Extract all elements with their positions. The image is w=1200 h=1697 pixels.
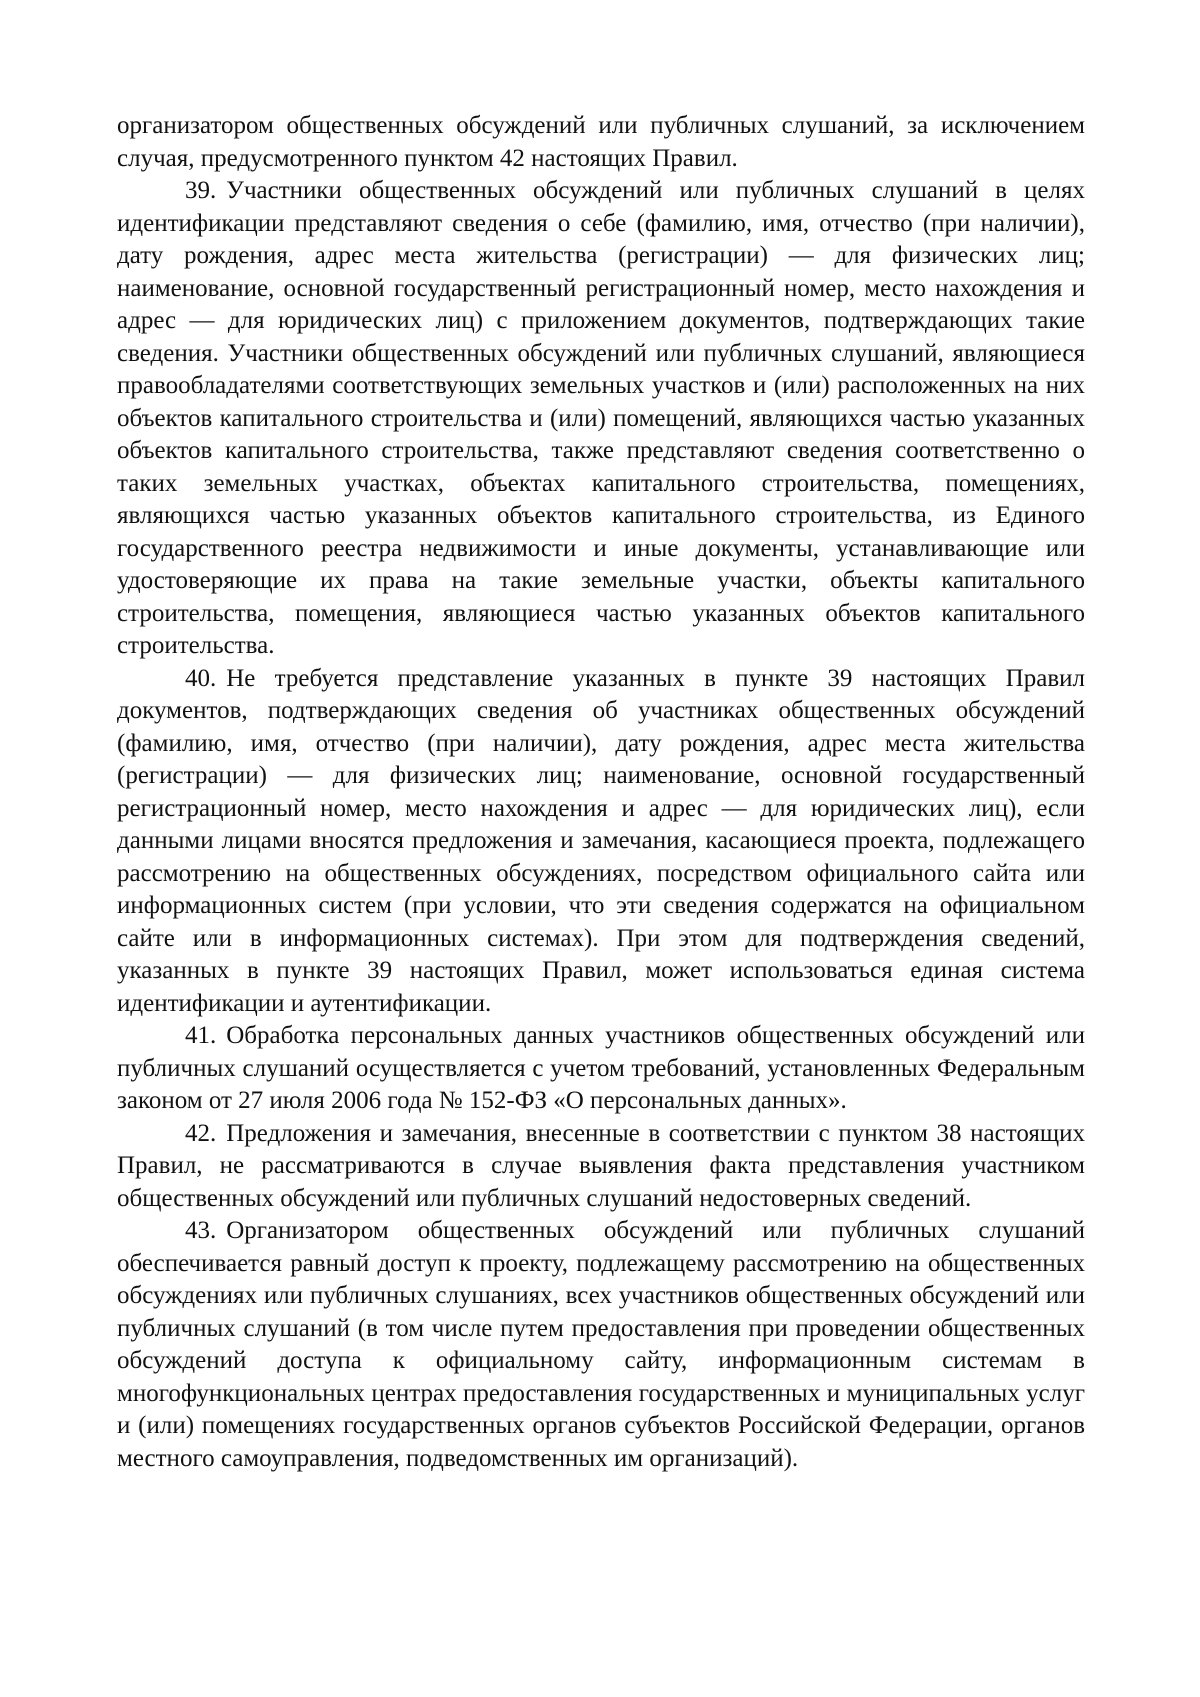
paragraph-39 (117, 175, 1085, 663)
paragraph-number: 39. (185, 177, 217, 204)
paragraph-number: 41. (185, 1022, 217, 1049)
paragraph-number: 40. (185, 664, 217, 692)
paragraph-text: Не требуется представление указанных в пункте 39 настоящих Правил документов, подтверждающих сведения об участниках общественных обсуждений (фамилию, имя, отчество (при наличии), дату рождения, адрес места жительства (регистрации) — для физических лиц; наименование, основной государственный регистрационный номер, место нахождения и адрес — для юридических лиц), если данными лицами вносятся предложения и замечания, касающиеся проекта, подлежащего рассмотрению на общественных обсуждениях, посредством официального сайта или информационных систем (при условии, что эти сведения содержатся на официальном сайте или в информационных системах). При этом для подтверждения сведений, указанных в пункте 39 настоящих Правил, может использоваться единая система идентификации и аутентификации. (117, 664, 1085, 1017)
paragraph-number: 42. (185, 1119, 217, 1147)
paragraph-continuation (117, 110, 1085, 175)
paragraph-40 (117, 663, 1085, 1021)
paragraph-number: 43. (185, 1217, 217, 1244)
paragraph-42 (117, 1118, 1085, 1216)
paragraph-text: Организатором общественных обсуждений или публичных слушаний обеспечивается равный доступ к проекту, подлежащему рассмотрению на общественных обсуждениях или публичных слушаниях, всех участников общественных обсуждений или публичных слушаний (в том числе путем предоставления при проведении общественных обсуждений доступа к официальному сайту, информационным системам в многофункциональных центрах предоставления государственных и муниципальных услуг и (или) помещениях государственных органов субъектов Российской Федерации, органов местного самоуправления, подведомственных им организаций). (117, 1217, 1085, 1472)
paragraph-text: Участники общественных обсуждений или публичных слушаний в целях идентификации представляют сведения о себе (фамилию, имя, отчество (при наличии), дату рождения, адрес места жительства (регистрации) — для физических лиц; наименование, основной государственный регистрационный номер, место нахождения и адрес — для юридических лиц) с приложением документов, подтверждающих такие сведения. Участники общественных обсуждений или публичных слушаний, являющиеся правообладателями соответствующих земельных участков и (или) расположенных на них объектов капитального строительства и (или) помещений, являющихся частью указанных объектов капитального строительства, также представляют сведения соответственно о таких земельных участках, объектах капитального строительства, помещениях, являющихся частью указанных объектов капитального строительства, из Единого государственного реестра недвижимости и иные документы, устанавливающие или удостоверяющие их права на такие земельные участки, объекты капитального строительства, помещения, являющиеся частью указанных объектов капитального строительства. (117, 177, 1085, 659)
paragraph-43 (117, 1215, 1085, 1475)
document-page (117, 110, 1085, 1475)
paragraph-text: Предложения и замечания, внесенные в соответствии с пунктом 38 настоящих Правил, не рассматриваются в случае выявления факта представления участником общественных обсуждений или публичных слушаний недостоверных сведений. (117, 1119, 1085, 1212)
paragraph-41 (117, 1020, 1085, 1118)
paragraph-text: Обработка персональных данных участников общественных обсуждений или публичных слушаний осуществляется с учетом требований, установленных Федеральным законом от 27 июля 2006 года № 152-ФЗ «О персональных данных». (117, 1022, 1085, 1114)
paragraph-text: организатором общественных обсуждений или публичных слушаний, за исключением случая, предусмотренного пунктом 42 настоящих Правил. (117, 112, 1085, 172)
